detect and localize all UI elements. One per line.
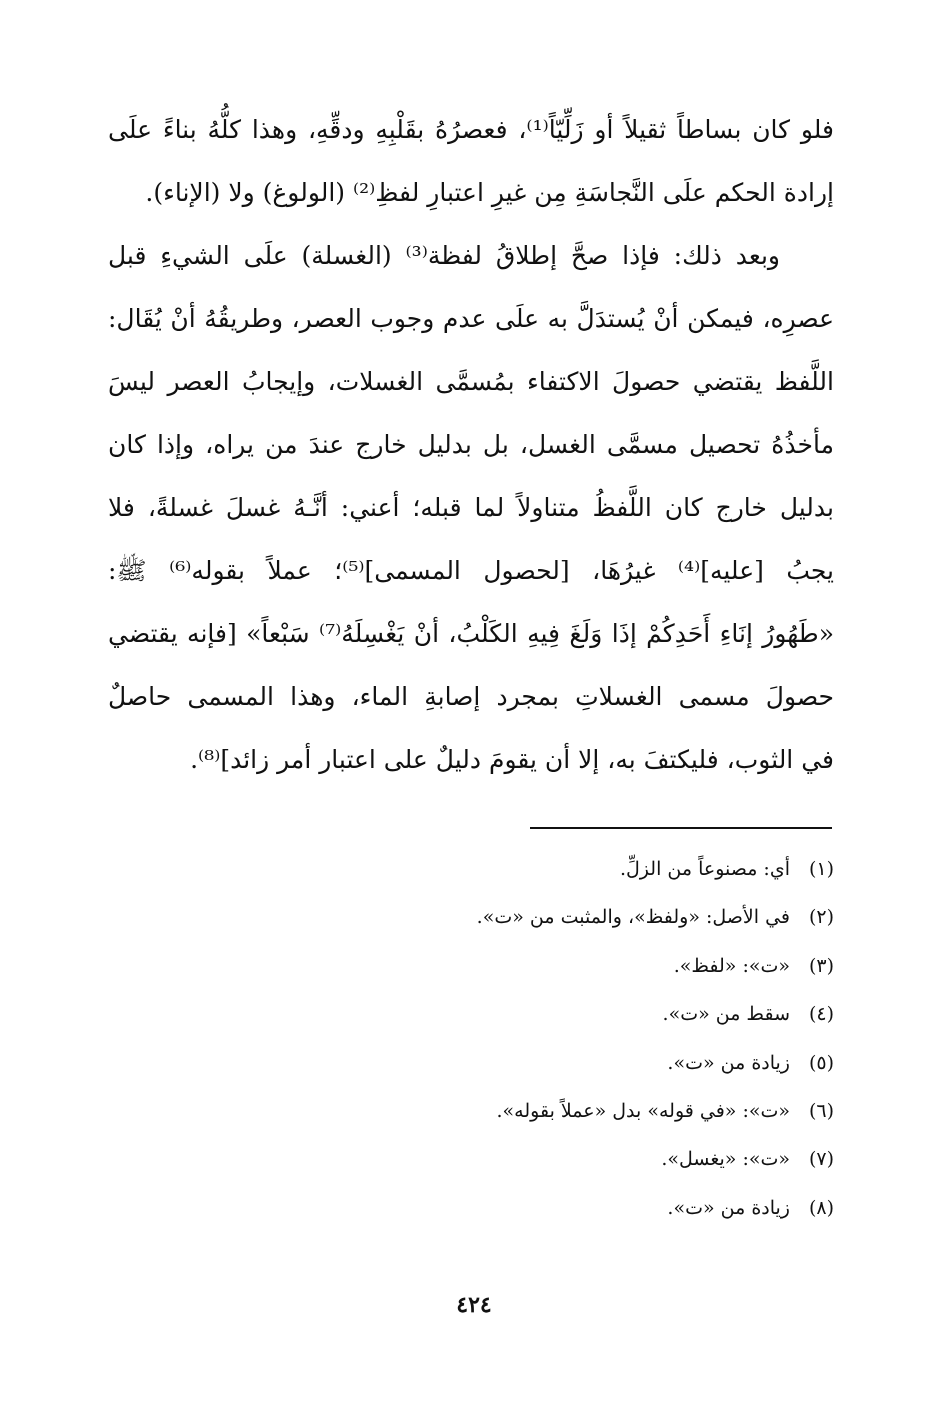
footnote-text: في الأصل: «ولفظ»، والمثبت من «ت». <box>476 906 790 929</box>
footnote-number: (١) <box>808 858 834 880</box>
footnote-number: (٤) <box>808 1003 834 1026</box>
footnote-number: (٢) <box>808 906 834 929</box>
footnote-separator <box>530 827 832 829</box>
text-line: في الثوب، فليكتفَ به، إلا أن يقومَ دليلٌ على اعتبار أمر زائد]⁽⁸⁾. <box>190 745 834 774</box>
footnote-text: «ت»: «يغسل». <box>661 1148 790 1171</box>
footnote-text: زيادة من «ت». <box>667 1196 790 1219</box>
footnote-item <box>108 1039 834 1087</box>
text-line: وبعد ذلك: فإذا صحَّ إطلاقُ لفظة⁽³⁾ (الغسلة) علَى الشيءِ قبل <box>108 241 780 270</box>
footnote-number: (٧) <box>808 1148 834 1171</box>
footnote-item <box>108 942 834 990</box>
footnote-text: زيادة من «ت». <box>667 1051 790 1074</box>
footnote-item <box>108 990 834 1038</box>
text-line: «طَهُورُ إنَاءِ أَحَدِكُمْ إذَا وَلَغَ فِيهِ الكَلْبُ، أنْ يَغْسِلَهُ⁽⁷⁾ سَبْعاً» [فإنه يقتضي <box>108 619 834 648</box>
text-line: مأخذُهُ تحصيل مسمَّى الغسل، بل بدليل خارج عندَ من يراه، وإذا كان <box>108 430 834 459</box>
footnote-text: سقط من «ت». <box>662 1003 790 1026</box>
footnote-item <box>108 1135 834 1183</box>
page-number: ٤٢٤ <box>456 1292 492 1318</box>
footnote-text: أي: مصنوعاً من الزلِّ. <box>619 858 790 880</box>
footnote-text: «ت»: «في قوله» بدل «عملاً بقوله». <box>496 1099 790 1122</box>
text-line: بدليل خارج كان اللَّفظُ متناولاً لما قبله؛ أعني: أنَّـهُ غسلَ غسلةً، فلا <box>108 493 834 522</box>
text-line: حصولَ مسمى الغسلاتِ بمجرد إصابةِ الماء، وهذا المسمى حاصلٌ <box>108 682 834 711</box>
footnote-number: (٣) <box>808 954 834 977</box>
text-line: إرادة الحكم علَى النَّجاسَةِ مِن غيرِ اعتبارِ لفظِ⁽²⁾ (الولوغ) ولا (الإناء). <box>145 178 834 207</box>
text-line: اللَّفظ يقتضي حصولَ الاكتفاء بمُسمَّى الغسلات، وإيجابُ العصر ليسَ <box>108 367 834 396</box>
text-line: فلو كان بساطاً ثقيلاً أو زَلِّيّاً⁽¹⁾، فعصرُهُ بقَلْبِهِ ودقِّهِ، وهذا كلُّهُ بناءً علَى <box>108 115 834 144</box>
text-line: عصرِه، فيمكن أنْ يُستدَلَّ به علَى عدم وجوب العصر، وطريقُهُ أنْ يُقَال: <box>108 304 834 333</box>
footnote-item <box>108 1184 834 1232</box>
footnote-number: (٦) <box>808 1099 834 1122</box>
footnotes <box>108 845 834 1232</box>
footnote-number: (٥) <box>808 1051 834 1074</box>
footnote-text: «ت»: «لفظ». <box>673 954 790 977</box>
text-line: يجبُ [عليه]⁽⁴⁾ غيرُهَا، [لحصول المسمى]⁽⁵⁾؛ عملاً بقوله⁽⁶⁾ ﷺ: <box>108 556 834 585</box>
footnote-item <box>108 893 834 941</box>
footnote-item <box>108 1087 834 1135</box>
footnote-number: (٨) <box>808 1196 834 1219</box>
footnote-item <box>108 845 834 893</box>
main-text <box>108 98 834 791</box>
